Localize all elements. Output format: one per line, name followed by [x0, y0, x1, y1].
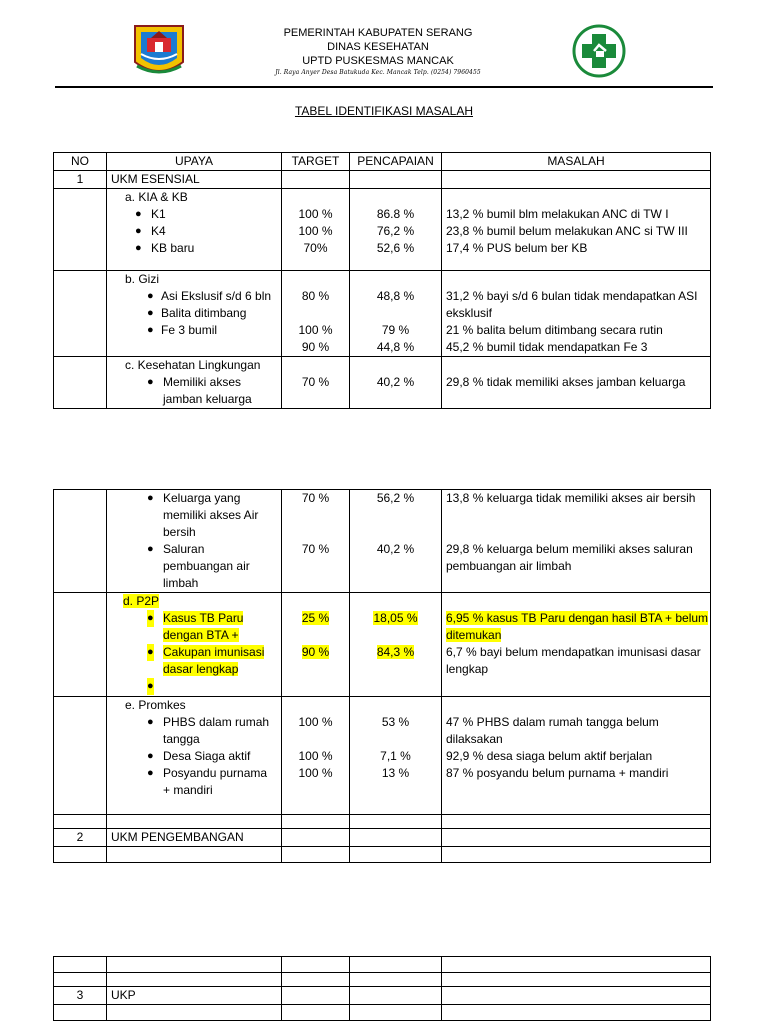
- column-header-no: NO: [54, 153, 107, 171]
- section-label: UKM ESENSIAL: [107, 171, 282, 189]
- section-label: UKM PENGEMBANGAN: [107, 829, 282, 847]
- list-item: ● Asi Ekslusif s/d 6 bln: [147, 289, 272, 303]
- bullet-icon: ●: [135, 225, 142, 237]
- kop-line-1: PEMERINTAH KABUPATEN SERANG: [283, 27, 473, 39]
- list-item: ● K1: [135, 207, 166, 221]
- bullet-icon: ●: [147, 610, 154, 627]
- table-row-empty: [54, 815, 711, 829]
- kesling-cell: [107, 357, 282, 409]
- table-row-kesling-continued: [54, 490, 711, 593]
- column-header-target: TARGET: [282, 153, 350, 171]
- letterhead-text: [200, 26, 556, 78]
- target-cell: 70 % 70 %: [282, 490, 350, 593]
- column-header-masalah: MASALAH: [442, 153, 711, 171]
- capaian-cell: 18,05 % 84,3 %: [350, 593, 442, 697]
- kia-cell: [107, 189, 282, 271]
- table-row-ukm-esensial: [54, 171, 711, 189]
- table-row-ukm-pengembangan: [54, 829, 711, 847]
- list-item: ● Saluran pembuangan air limbah: [147, 542, 250, 590]
- serang-regency-emblem-icon: [133, 24, 185, 78]
- masalah-cell: 13,8 % keluarga tidak memiliki akses air bersih 29,8 % keluarga belum memiliki akses saluran pembuangan air limbah: [442, 490, 711, 593]
- list-item: ● K4: [135, 224, 166, 238]
- gizi-cell: [107, 271, 282, 357]
- subsection-heading: c. Kesehatan Lingkungan: [125, 358, 261, 372]
- table-row-gizi: [54, 271, 711, 357]
- table-row-empty: [54, 847, 711, 863]
- row-number: 3: [54, 987, 107, 1005]
- bullet-icon: ●: [147, 492, 154, 504]
- kesling-cont-cell: [107, 490, 282, 593]
- empty-list-item: [107, 678, 281, 695]
- bullet-icon: ●: [147, 324, 154, 336]
- list-item: ● Fe 3 bumil: [147, 323, 218, 337]
- target-cell: 100 % 100 % 100 %: [282, 697, 350, 815]
- p2p-cell: [107, 593, 282, 697]
- masalah-cell: 31,2 % bayi s/d 6 bulan tidak mendapatkan ASI eksklusif 21 % balita belum ditimbang secara rutin 45,2 % bumil tidak mendapatkan Fe 3: [442, 271, 711, 357]
- subsection-heading: a. KIA & KB: [125, 190, 188, 204]
- subsection-heading: b. Gizi: [125, 272, 160, 286]
- capaian-cell: 56,2 % 40,2 %: [350, 490, 442, 593]
- bullet-icon: ●: [147, 376, 154, 388]
- problem-table-part-3: [53, 956, 711, 1021]
- row-number: 1: [54, 171, 107, 189]
- bullet-icon: ●: [147, 290, 154, 302]
- masalah-cell: 47 % PHBS dalam rumah tangga belum dilaksakan 92,9 % desa siaga belum aktif berjalan 87 % posyandu belum purnama + mandiri: [442, 697, 711, 815]
- bullet-icon: ●: [147, 767, 154, 779]
- puskesmas-logo-icon: [572, 24, 626, 78]
- bullet-icon: ●: [135, 242, 142, 254]
- bullet-icon: ●: [135, 208, 142, 220]
- table-row-kia-kb: [54, 189, 711, 271]
- kop-address: Jl. Raya Anyer Desa Batukuda Kec. Mancak Telp. (0254) 7960455: [275, 69, 481, 76]
- capaian-cell: 40,2 %: [350, 357, 442, 409]
- problem-table-part-2: [53, 489, 711, 863]
- capaian-cell: 53 % 7,1 % 13 %: [350, 697, 442, 815]
- target-cell: 25 % 90 %: [282, 593, 350, 697]
- list-item: ● Cakupan imunisasi dasar lengkap: [147, 645, 265, 676]
- subsection-heading: e. Promkes: [125, 698, 186, 712]
- row-number: 2: [54, 829, 107, 847]
- capaian-cell: 86.8 % 76,2 % 52,6 %: [350, 189, 442, 271]
- promkes-cell: [107, 697, 282, 815]
- list-item: ● Memiliki akses jamban keluarga: [147, 375, 252, 406]
- bullet-icon: ●: [147, 716, 154, 728]
- table-row-ukp: [54, 987, 711, 1005]
- table-row-promkes: [54, 697, 711, 815]
- target-cell: 80 % 100 % 90 %: [282, 271, 350, 357]
- masalah-cell: 6,95 % kasus TB Paru dengan hasil BTA + belum ditemukan 6,7 % bayi belum mendapatkan imunisasi dasar lengkap: [442, 593, 711, 697]
- table-row-empty: [54, 973, 711, 987]
- list-item: ● Balita ditimbang: [147, 306, 247, 320]
- list-item: ● Posyandu purnama + mandiri: [147, 766, 268, 797]
- table-row-p2p: [54, 593, 711, 697]
- letterhead: [0, 0, 768, 90]
- problem-table-part-1: [53, 152, 711, 409]
- column-header-pencapaian: PENCAPAIAN: [350, 153, 442, 171]
- header-divider: [55, 86, 713, 88]
- bullet-icon: ●: [147, 750, 154, 762]
- page-title: TABEL IDENTIFIKASI MASALAH: [294, 104, 474, 118]
- kop-line-3: UPTD PUSKESMAS MANCAK: [302, 55, 454, 67]
- masalah-cell: 13,2 % bumil blm melakukan ANC di TW I 23,8 % bumil belum melakukan ANC si TW III 17,4 % PUS belum ber KB: [442, 189, 711, 271]
- bullet-icon: ●: [147, 543, 154, 555]
- target-cell: 100 % 100 % 70%: [282, 189, 350, 271]
- subsection-heading: d. P2P: [123, 594, 160, 608]
- column-header-upaya: UPAYA: [107, 153, 282, 171]
- list-item: ● Kasus TB Paru dengan BTA +: [147, 611, 244, 642]
- target-cell: 70 %: [282, 357, 350, 409]
- list-item: ● Desa Siaga aktif: [147, 749, 251, 763]
- masalah-cell: 29,8 % tidak memiliki akses jamban keluarga: [442, 357, 711, 409]
- table-row-empty: [54, 957, 711, 973]
- kop-line-2: DINAS KESEHATAN: [327, 41, 429, 53]
- table-row-kesling: [54, 357, 711, 409]
- table-row-empty: [54, 1005, 711, 1021]
- list-item: ● Keluarga yang memiliki akses Air bersih: [147, 491, 259, 539]
- bullet-icon: ●: [147, 307, 154, 319]
- bullet-icon: ●: [147, 644, 154, 661]
- capaian-cell: 48,8 % 79 % 44,8 %: [350, 271, 442, 357]
- section-label: UKP: [107, 987, 282, 1005]
- list-item: ● PHBS dalam rumah tangga: [147, 715, 270, 746]
- bullet-icon: ●: [147, 678, 154, 695]
- table-header-row: [54, 153, 711, 171]
- list-item: ● KB baru: [135, 241, 195, 255]
